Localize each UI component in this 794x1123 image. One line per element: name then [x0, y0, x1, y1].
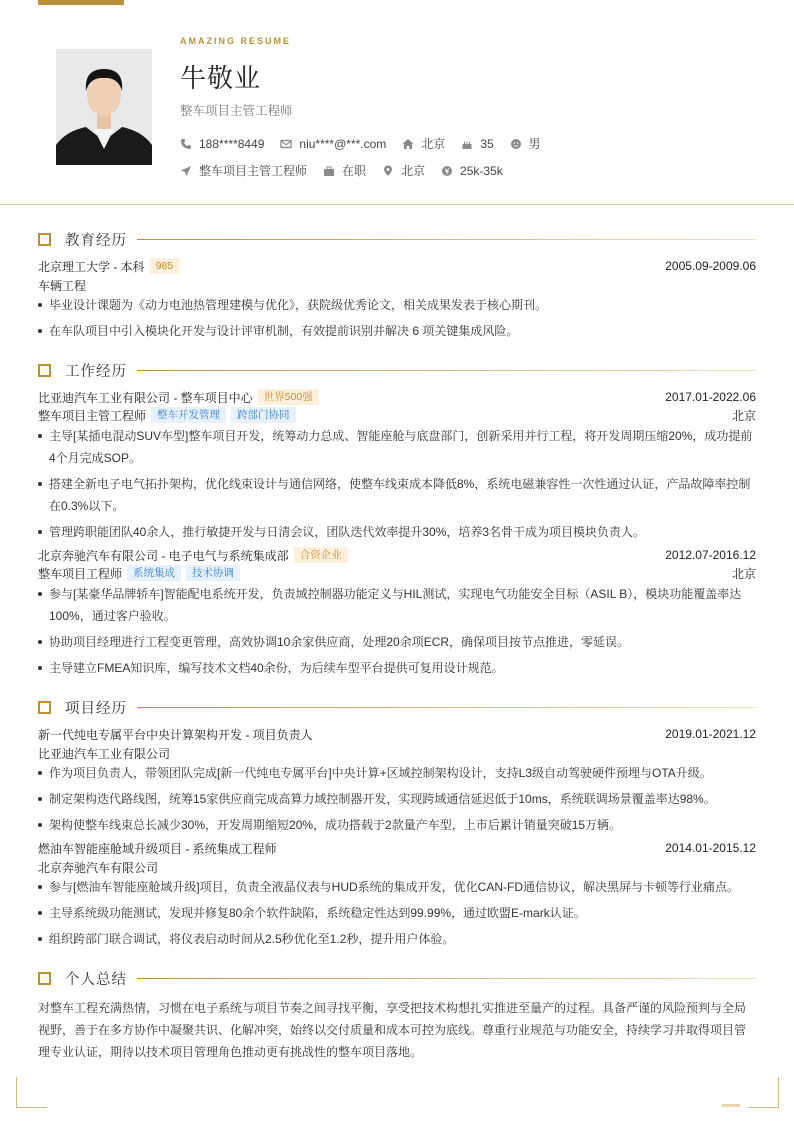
work-location: 北京 [731, 408, 756, 423]
gender-text: 男 [528, 137, 541, 151]
list-item: 在车队项目中引入模块化开发与设计评审机制，有效提前识别并解决 6 项关键集成风险。 [38, 320, 756, 342]
major: 车辆工程 [38, 279, 87, 293]
project-org: 北京奔驰汽车有限公司 [38, 861, 159, 875]
cake-icon [461, 138, 473, 150]
education-section-header [38, 229, 756, 249]
list-item: 架构使整车线束总长减少30%，开发周期缩短20%，成功搭载于2款量产车型，上市后累计销量突破15万辆。 [38, 814, 756, 836]
company-name: 比亚迪汽车工业有限公司 - 整车项目中心 [38, 390, 253, 405]
list-item: 制定架构迭代路线图，统筹15家供应商完成高算力域控制器开发，实现跨域通信延迟低于10ms，系统联调场景覆盖率达98%。 [38, 788, 756, 810]
list-item: 主导建立FMEA知识库，编写技术文档40余份，为后续车型平台提供可复用设计规范。 [38, 657, 756, 679]
education-date: 2005.09-2009.06 [665, 259, 756, 273]
gender-item [510, 135, 541, 152]
job-intent-row [180, 162, 519, 179]
email-item [280, 137, 386, 151]
project-date: 2014.01-2015.12 [665, 841, 756, 855]
phone-text: 188****8449 [199, 136, 265, 151]
role-tag: 系统集成 [127, 565, 181, 581]
company-name: 北京奔驰汽车有限公司 - 电子电气与系统集成部 [38, 548, 289, 563]
accent-bar [38, 0, 124, 5]
section-title: 工作经历 [65, 363, 127, 380]
project-entry-header [38, 725, 756, 743]
section-rule [137, 978, 756, 979]
header-divider [0, 204, 794, 205]
school-tag: 985 [150, 258, 180, 274]
intent-city-item [382, 162, 425, 179]
section-rule [137, 370, 756, 371]
work-role-row [38, 564, 756, 582]
role-name: 整车项目主管工程师 [38, 408, 147, 423]
work-role-row [38, 406, 756, 424]
phone-item [180, 137, 264, 151]
project-name: 燃油车智能座舱域升级项目 - 系统集成工程师 [38, 841, 277, 856]
list-item: 参与[某豪华品牌轿车]智能配电系统开发，负责域控制器功能定义与HIL测试，实现电气功能安全目标（ASIL B），模块功能覆盖率达100%，通过客户验收。 [38, 583, 756, 627]
square-icon [38, 701, 51, 714]
role-tag: 技术协调 [186, 565, 240, 581]
age-text: 35 [480, 136, 494, 151]
work-date: 2017.01-2022.06 [665, 390, 756, 404]
home-item [402, 135, 445, 152]
work-section-header [38, 360, 756, 380]
location-pin-icon [382, 165, 394, 177]
role-tag: 整车开发管理 [151, 407, 226, 423]
company-tag: 合资企业 [294, 547, 348, 563]
resume-eyebrow: AMAZING RESUME [180, 36, 291, 46]
project-org: 比亚迪汽车工业有限公司 [38, 747, 171, 761]
square-icon [38, 364, 51, 377]
candidate-name: 牛敬业 [180, 63, 262, 93]
age-item [461, 137, 493, 151]
footer-accent [722, 1104, 740, 1107]
intent-city-text: 北京 [401, 164, 426, 178]
intent-position-item [180, 162, 307, 179]
gender-icon [510, 138, 522, 150]
education-entry [38, 257, 756, 275]
section-title: 教育经历 [65, 232, 127, 249]
list-item: 组织跨部门联合调试，将仪表启动时间从2.5秒优化至1.2秒，提升用户体验。 [38, 928, 756, 950]
project-date: 2019.01-2021.12 [665, 727, 756, 741]
list-item: 主导[某插电混动SUV车型]整车项目开发，统筹动力总成、智能座舱与底盘部门，创新采用并行工程，将开发周期压缩20%，成功提前4个月完成SOP。 [38, 425, 756, 469]
intent-status-text: 在职 [342, 164, 367, 178]
work-entry-header [38, 546, 756, 564]
intent-position-text: 整车项目主管工程师 [199, 164, 308, 178]
work-entry-header [38, 388, 756, 406]
mail-icon [280, 138, 292, 150]
projects-section-header [38, 697, 756, 717]
summary-section-header [38, 968, 756, 988]
company-tag: 世界500强 [258, 389, 319, 405]
summary-text: 对整车工程充满热情，习惯在电子系统与项目节奏之间寻找平衡，享受把技术构想扎实推进至量产的过程。具备严谨的风险预判与全局视野，善于在多方协作中凝聚共识、化解冲突，始终以交付质量和成本可控为底线。尊重行业规范与功能安全，持续学习并取得项目管理专业认证，期待以技术项目管理角色推动更有挑战性的整车项目落地。 [38, 1001, 747, 1059]
avatar [56, 49, 152, 165]
role-name: 整车项目工程师 [38, 566, 123, 581]
home-icon [402, 138, 414, 150]
square-icon [38, 233, 51, 246]
list-item: 参与[燃油车智能座舱域升级]项目，负责全液晶仪表与HUD系统的集成开发，优化CAN-FD通信协议，解决黑屏与卡顿等行业痛点。 [38, 876, 756, 898]
section-rule [137, 239, 756, 240]
project-entry-header [38, 839, 756, 857]
list-item: 管理跨职能团队40余人，推行敏捷开发与日清会议，团队迭代效率提升30%，培养3名骨干成为项目模块负责人。 [38, 521, 756, 543]
list-item: 毕业设计课题为《动力电池热管理建模与优化》，获院级优秀论文，相关成果发表于核心期刊。 [38, 294, 756, 316]
list-item: 搭建全新电子电气拓扑架构，优化线束设计与通信网络，使整车线束成本降低8%，系统电磁兼容性一次性通过认证，产品故障率控制在0.3%以下。 [38, 473, 756, 517]
send-icon [180, 165, 192, 177]
salary-icon [441, 165, 453, 177]
phone-icon [180, 138, 192, 150]
work-date: 2012.07-2016.12 [665, 548, 756, 562]
email-text: niu****@***.com [299, 136, 387, 151]
list-item: 协助项目经理进行工程变更管理，高效协调10余家供应商，处理20余项ECR，确保项目按节点推进，零延误。 [38, 631, 756, 653]
work-location: 北京 [731, 566, 756, 581]
intent-salary-text: 25k-35k [460, 163, 503, 178]
corner-decoration [748, 1077, 779, 1108]
list-item: 主导系统级功能测试，发现并修复80余个软件缺陷，系统稳定性达到99.99%，通过欧盟E-mark认证。 [38, 902, 756, 924]
role-tag: 跨部门协同 [231, 407, 296, 423]
section-rule [137, 707, 756, 708]
section-title: 个人总结 [65, 971, 127, 988]
intent-status-item [323, 162, 366, 179]
corner-decoration [16, 1077, 47, 1108]
candidate-title: 整车项目主管工程师 [180, 104, 293, 118]
square-icon [38, 972, 51, 985]
section-title: 项目经历 [65, 700, 127, 717]
briefcase-icon [323, 165, 335, 177]
school-name: 北京理工大学 - 本科 [38, 259, 145, 274]
home-text: 北京 [421, 137, 446, 151]
contact-row [180, 135, 557, 152]
intent-salary-item [441, 164, 503, 178]
project-name: 新一代纯电专属平台中央计算架构开发 - 项目负责人 [38, 727, 313, 742]
list-item: 作为项目负责人，带领团队完成[新一代纯电专属平台]中央计算+区域控制架构设计，支持L3级自动驾驶硬件预埋与OTA升级。 [38, 762, 756, 784]
